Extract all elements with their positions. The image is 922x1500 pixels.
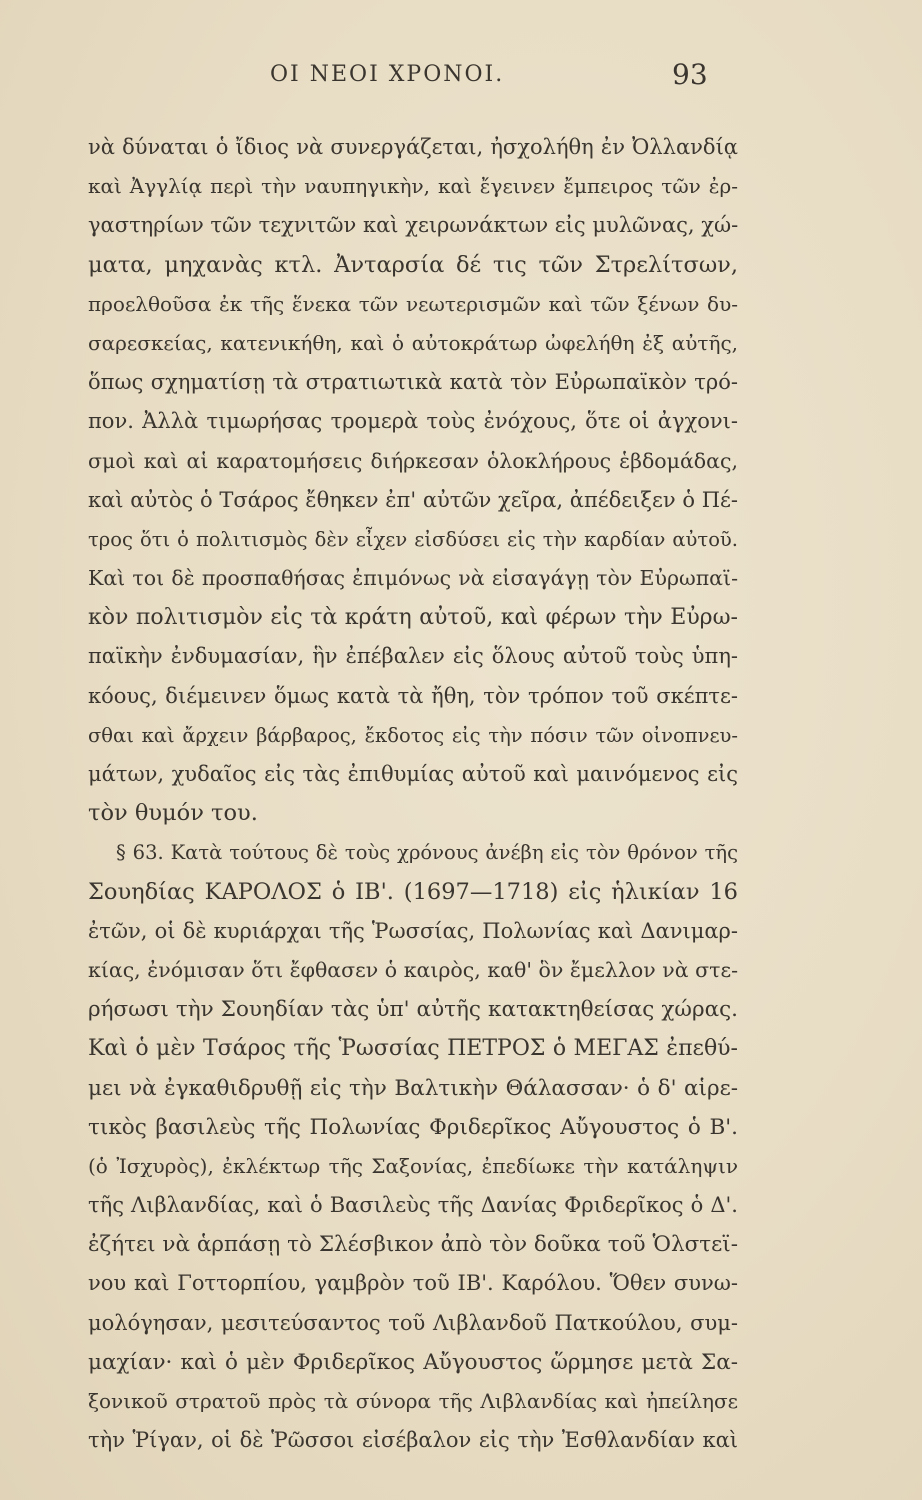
text-line: σθαι καὶ ἄρχειν βάρβαρος, ἔκδοτος εἰς τὴν πόσιν τῶν οἰνοπνευ-	[88, 723, 738, 747]
text-line: μάτων, χυδαῖος εἰς τὰς ἐπιθυμίας αὐτοῦ καὶ μαινόμενος εἰς	[88, 762, 738, 786]
text-line: νὰ δύναται ὁ ἴδιος νὰ συνεργάζεται, ἠσχολήθη ἐν Ὀλλανδίᾳ	[88, 135, 738, 159]
running-head: ΟΙ ΝΕΟΙ ΧΡΟΝΟΙ.	[270, 62, 505, 87]
body-text	[88, 128, 738, 1460]
text-line: σαρεσκείας, κατενικήθη, καὶ ὁ αὐτοκράτωρ ὠφελήθη ἐξ αὐτῆς,	[88, 330, 738, 355]
text-line: μαχίαν· καὶ ὁ μὲν Φριδερῖκος Αὔγουστος ὥρμησε μετὰ Σα-	[88, 1349, 738, 1375]
text-line: τικὸς βασιλεὺς τῆς Πολωνίας Φριδερῖκος Αὔγουστος ὁ Β'.	[88, 1114, 738, 1140]
text-line: ματα, μηχανὰς κτλ. Ἀνταρσία δέ τις τῶν Στρελίτσων,	[88, 251, 738, 278]
text-line: Σουηδίας ΚΑΡΟΛΟΣ ὁ ΙΒ'. (1697—1718) εἰς ἡλικίαν 16	[88, 878, 738, 905]
text-line: σμοὶ καὶ αἱ καρατομήσεις διήρκεσαν ὁλοκλήρους ἑβδομάδας,	[88, 448, 738, 473]
text-line: γαστηρίων τῶν τεχνιτῶν καὶ χειρωνάκτων εἰς μυλῶνας, χώ-	[88, 213, 739, 238]
text-line: κὸν πολιτισμὸν εἰς τὰ κράτη αὐτοῦ, καὶ φέρων τὴν Εὐρω-	[88, 605, 738, 631]
text-line: πον. Ἀλλὰ τιμωρήσας τρομερὰ τοὺς ἐνόχους, ὅτε οἱ ἀγχονι-	[88, 409, 738, 434]
text-line: τῆς Λιβλανδίας, καὶ ὁ Βασιλεὺς τῆς Δανίας Φριδερῖκος ὁ Δ'.	[88, 1193, 738, 1218]
section-63-first-line: § 63. Κατὰ τούτους δὲ τοὺς χρόνους ἀνέβη εἰς τὸν θρόνον τῆς	[116, 841, 738, 865]
text-line: τὴν Ῥίγαν, οἱ δὲ Ῥῶσσοι εἰσέβαλον εἰς τὴν Ἐσθλανδίαν καὶ	[88, 1428, 738, 1453]
text-line: καὶ αὐτὸς ὁ Τσάρος ἔθηκεν ἐπ' αὐτῶν χεῖρα, ἀπέδειξεν ὁ Πέ-	[88, 487, 738, 512]
page-number: 93	[672, 58, 708, 91]
text-line: ρήσωσι τὴν Σουηδίαν τὰς ὑπ' αὐτῆς κατακτηθείσας χώρας.	[88, 997, 738, 1023]
text-line: μει νὰ ἐγκαθιδρυθῇ εἰς τὴν Βαλτικὴν Θάλασσαν· ὁ δ' αἱρε-	[88, 1075, 738, 1101]
text-line: ἐζήτει νὰ ἁρπάσῃ τὸ Σλέσβικον ἀπὸ τὸν δοῦκα τοῦ Ὁλστεϊ-	[88, 1232, 738, 1258]
text-line: παϊκὴν ἐνδυμασίαν, ἣν ἐπέβαλεν εἰς ὅλους αὐτοῦ τοὺς ὑπη-	[88, 644, 738, 669]
text-line: (ὁ Ἰσχυρὸς), ἐκλέκτωρ τῆς Σαξονίας, ἐπεδίωκε τὴν κατάληψιν	[88, 1153, 738, 1178]
text-line: τὸν θυμόν του.	[88, 800, 258, 827]
text-line: ὅπως σχηματίσῃ τὰ στρατιωτικὰ κατὰ τὸν Εὐρωπαϊκὸν τρό-	[88, 370, 738, 395]
text-line: ἐτῶν, οἱ δὲ κυριάρχαι τῆς Ῥωσσίας, Πολωνίας καὶ Δανιμαρ-	[88, 918, 738, 943]
text-line: κίας, ἐνόμισαν ὅτι ἔφθασεν ὁ καιρὸς, καθ' ὃν ἔμελλον νὰ στε-	[88, 957, 738, 982]
text-line: τρος ὅτι ὁ πολιτισμὸς δὲν εἶχεν εἰσδύσει εἰς τὴν καρδίαν αὐτοῦ.	[88, 527, 738, 551]
text-line: προελθοῦσα ἐκ τῆς ἕνεκα τῶν νεωτερισμῶν καὶ τῶν ξένων δυ-	[88, 291, 738, 316]
text-line: μολόγησαν, μεσιτεύσαντος τοῦ Λιβλανδοῦ Πατκούλου, συμ-	[88, 1310, 738, 1335]
text-line: Καὶ τοι δὲ προσπαθήσας ἐπιμόνως νὰ εἰσαγάγῃ τὸν Εὐρωπαϊ-	[88, 566, 738, 591]
text-line: ξονικοῦ στρατοῦ πρὸς τὰ σύνορα τῆς Λιβλανδίας καὶ ἠπείλησε	[88, 1389, 738, 1413]
text-line: κόους, διέμεινεν ὅμως κατὰ τὰ ἤθη, τὸν τρόπον τοῦ σκέπτε-	[88, 683, 738, 708]
text-line: Καὶ ὁ μὲν Τσάρος τῆς Ῥωσσίας ΠΕΤΡΟΣ ὁ ΜΕΓΑΣ ἐπεθύ-	[88, 1036, 738, 1062]
text-line: καὶ Ἀγγλίᾳ περὶ τὴν ναυπηγικὴν, καὶ ἔγεινεν ἔμπειρος τῶν ἐρ-	[88, 174, 738, 199]
text-line: νου καὶ Γοττορπίου, γαμβρὸν τοῦ ΙΒ'. Καρόλου. Ὅθεν συνω-	[88, 1271, 738, 1296]
